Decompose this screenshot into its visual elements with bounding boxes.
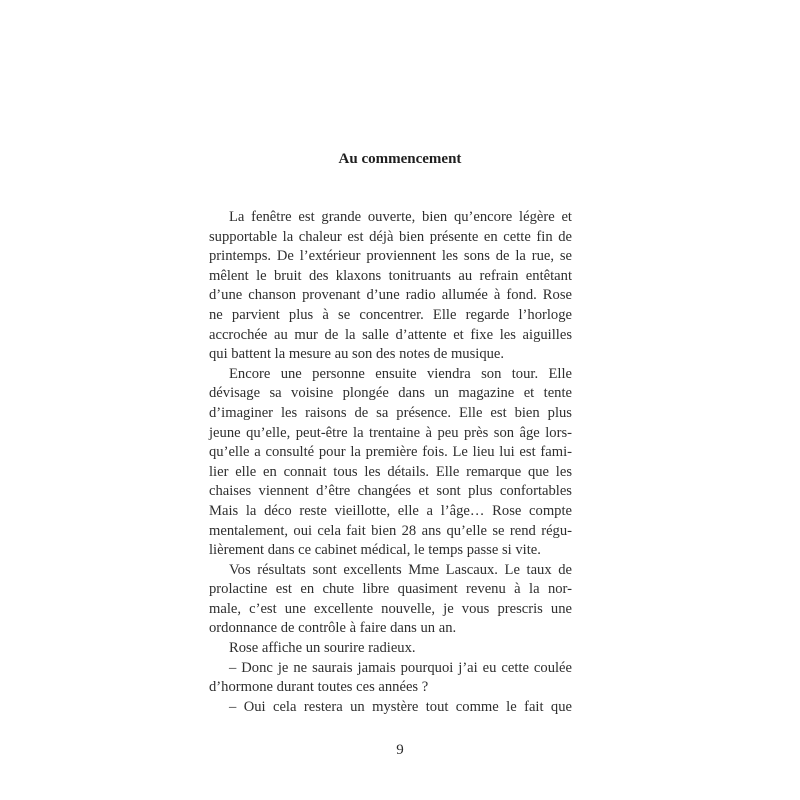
page-number: 9 — [396, 742, 404, 758]
text-line: Encore une personne ensuite viendra son tour. Elle — [229, 365, 572, 382]
text-line: printemps. De l’extérieur proviennent les sons de la rue, se — [209, 248, 572, 265]
body-text — [209, 208, 572, 717]
text-line: supportable la chaleur est déjà bien présente en cette fin de — [209, 228, 572, 245]
text-line: mentalement, oui cela fait bien 28 ans qu’elle se rend régu- — [209, 522, 572, 539]
text-line: lièrement dans ce cabinet médical, le temps passe si vite. — [209, 542, 541, 559]
text-line: mêlent le bruit des klaxons tonitruants au refrain entêtant — [209, 267, 572, 284]
text-line: male, c’est une excellente nouvelle, je vous prescris une — [209, 600, 572, 617]
text-line: La fenêtre est grande ouverte, bien qu’encore légère et — [229, 209, 572, 225]
text-line: chaises viennent d’être changées et sont plus confortables — [209, 483, 572, 500]
text-line: ne parvient plus à se concentrer. Elle regarde l’horloge — [209, 306, 572, 323]
chapter-title: Au commencement — [338, 151, 462, 167]
text-line: accrochée au mur de la salle d’attente et fixe les aiguilles — [209, 326, 572, 343]
text-line: d’une chanson provenant d’une radio allumée à fond. Rose — [209, 287, 572, 304]
text-line: Rose affiche un sourire radieux. — [229, 640, 416, 657]
text-line: – Oui cela restera un mystère tout comme le fait que — [229, 698, 572, 715]
text-line: Mais la déco reste vieillotte, elle a l’âge… Rose compte — [209, 502, 572, 519]
text-line: lier elle en connait tous les détails. Elle remarque que les — [209, 463, 572, 480]
text-line: Vos résultats sont excellents Mme Lascaux. Le taux de — [229, 561, 572, 578]
text-line: prolactine est en chute libre quasiment revenu à la nor- — [209, 581, 572, 598]
text-line: – Donc je ne saurais jamais pourquoi j’ai eu cette coulée — [229, 659, 572, 676]
text-line: qu’elle a consulté pour la première fois. Le lieu lui est fami- — [209, 444, 572, 461]
text-line: d’hormone durant toutes ces années ? — [209, 679, 429, 696]
text-line: qui battent la mesure au son des notes de musique. — [209, 346, 505, 363]
text-line: dévisage sa voisine plongée dans un magazine et tente — [209, 385, 572, 402]
text-line: ordonnance de contrôle à faire dans un an. — [209, 620, 457, 637]
text-line: jeune qu’elle, peut-être la trentaine à peu près son âge lors- — [209, 424, 572, 441]
text-line: d’imaginer les raisons de sa présence. Elle est bien plus — [209, 404, 572, 421]
